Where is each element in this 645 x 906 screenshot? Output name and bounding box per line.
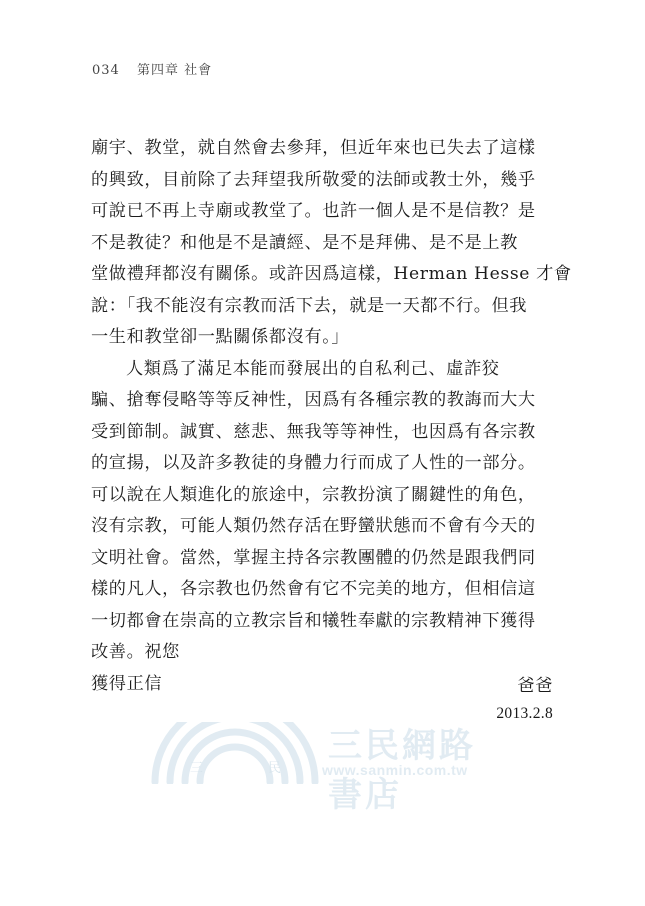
watermark-url: www.sanmin.com.tw bbox=[322, 762, 468, 778]
watermark-mark-left: 三 bbox=[190, 760, 204, 775]
text-line: 騙、搶奪侵略等等反神性，因爲有各種宗教的教誨而大大 bbox=[91, 390, 536, 410]
chapter-label: 第四章 bbox=[136, 63, 179, 78]
letter-date: 2013.2.8 bbox=[496, 705, 553, 722]
text-line: 可說已不再上寺廟或教堂了。也許一個人是不是信教？是 bbox=[91, 201, 536, 221]
text-line: 文明社會。當然，掌握主持各宗教團體的仍然是跟我們同 bbox=[91, 547, 536, 568]
page-number: 034 bbox=[92, 63, 120, 78]
paragraph-start-line: 人類爲了滿足本能而發展出的自私利己、虛詐狡 bbox=[126, 358, 500, 379]
watermark-store-name: 三民網路書店 bbox=[328, 728, 476, 814]
text-line: 說：「我不能沒有宗教而活下去，就是一天都不行。但我 bbox=[91, 295, 528, 316]
text-line: 堂做禮拜都沒有關係。或許因爲這樣，Herman Hesse 才會 bbox=[91, 264, 572, 284]
text-line: 不是教徒？和他是不是讀經、是不是拜佛、是不是上教 bbox=[91, 232, 518, 253]
text-line: 一切都會在崇高的立教宗旨和犧牲奉獻的宗教精神下獲得 bbox=[91, 610, 536, 631]
text-line: 一生和教堂卻一點關係都沒有。」 bbox=[91, 327, 350, 347]
running-header bbox=[92, 59, 212, 78]
text-line: 受到節制。誠實、慈悲、無我等等神性，也因爲有各宗教 bbox=[91, 421, 536, 442]
letter-body bbox=[91, 133, 572, 700]
text-line: 可以說在人類進化的旅途中，宗教扮演了關鍵性的角色， bbox=[91, 484, 536, 505]
text-line: 樣的凡人，各宗教也仍然會有它不完美的地方，但相信這 bbox=[91, 579, 536, 599]
watermark-logo-icon bbox=[150, 722, 320, 784]
signature: 爸爸 bbox=[517, 676, 553, 696]
watermark-mark-right: 民 bbox=[268, 760, 282, 775]
text-line: 的興致，目前除了去拜望我所敬愛的法師或教士外，幾乎 bbox=[91, 169, 536, 190]
publisher-watermark bbox=[150, 722, 510, 814]
text-line: 獲得正信 bbox=[91, 673, 163, 694]
text-line: 改善。祝您 bbox=[91, 642, 180, 662]
text-line: 的宣揚，以及許多教徒的身體力行而成了人性的一部分。 bbox=[91, 453, 536, 473]
section-label: 社會 bbox=[184, 63, 213, 78]
text-line: 沒有宗教，可能人類仍然存活在野蠻狀態而不會有今天的 bbox=[91, 516, 536, 536]
text-line: 廟宇、教堂，就自然會去參拜，但近年來也已失去了這樣 bbox=[91, 138, 536, 158]
